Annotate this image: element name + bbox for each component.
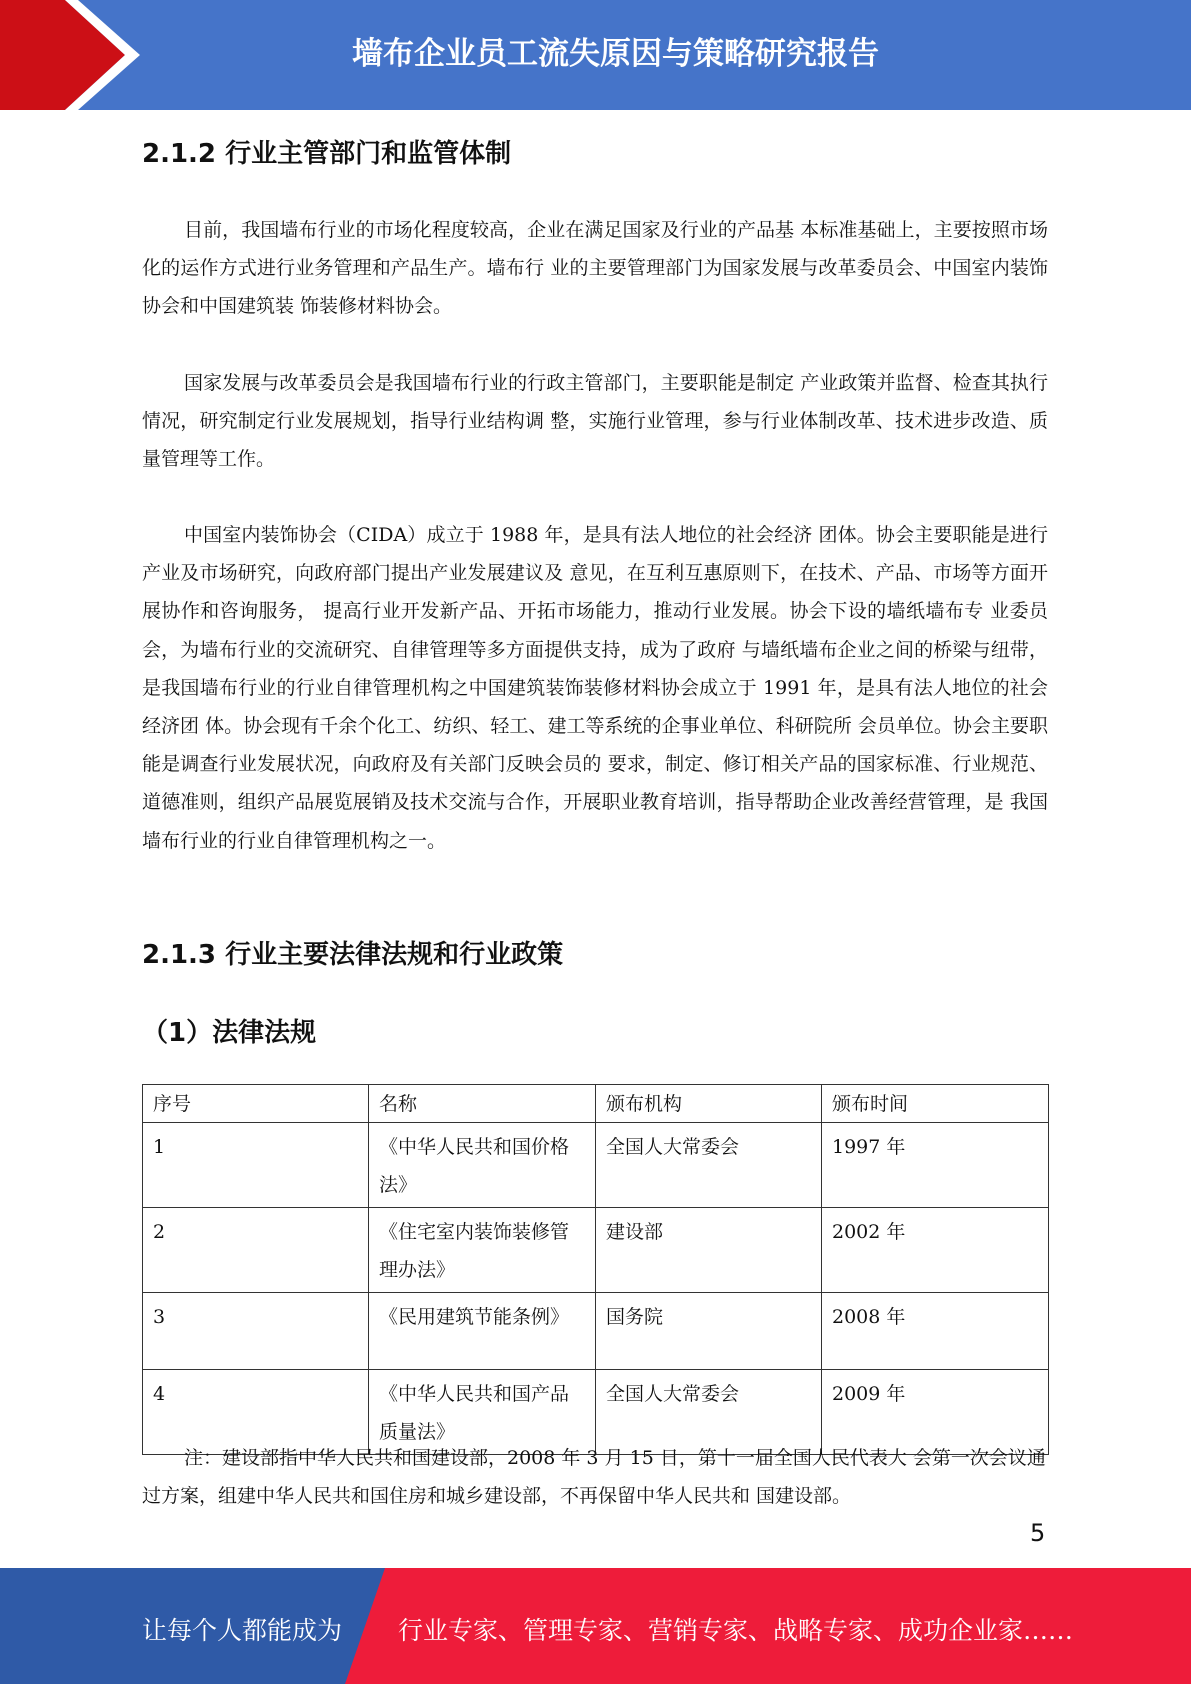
- table-row: [143, 1208, 1049, 1293]
- table-header-row: [143, 1085, 1049, 1123]
- table-cell: 国务院: [596, 1293, 822, 1370]
- table-cell: 《中华人民共和国产品质量法》: [369, 1370, 596, 1455]
- table-cell: 全国人大常委会: [596, 1123, 822, 1208]
- table-cell: 2002 年: [822, 1208, 1049, 1293]
- subsection-heading-laws: （1）法律法规: [142, 1018, 317, 1048]
- column-header: 名称: [369, 1085, 596, 1123]
- section-heading-2-1-3: 2.1.3 行业主要法律法规和行业政策: [142, 940, 564, 970]
- footer-slogan-left: 让每个人都能成为: [142, 1616, 343, 1645]
- footer-slogan-right: 行业专家、管理专家、营销专家、战略专家、成功企业家……: [398, 1616, 1074, 1645]
- table-cell: 2009 年: [822, 1370, 1049, 1455]
- table-note: 注：建设部指中华人民共和国建设部，2008 年 3 月 15 日，第十一届全国人民代表大 会第一次会议通过方案，组建中华人民共和国住房和城乡建设部，不再保留中华人民共和 国建设部。: [142, 1447, 1046, 1507]
- section-heading-2-1-2: 2.1.2 行业主管部门和监管体制: [142, 139, 512, 169]
- table-cell: 2008 年: [822, 1293, 1049, 1370]
- column-header: 颁布机构: [596, 1085, 822, 1123]
- column-header: 颁布时间: [822, 1085, 1049, 1123]
- column-header: 序号: [143, 1085, 369, 1123]
- table-cell: 《住宅室内装饰装修管理办法》: [369, 1208, 596, 1293]
- laws-table: [142, 1084, 1049, 1455]
- report-title: 墙布企业员工流失原因与策略研究报告: [352, 36, 879, 72]
- table-row: [143, 1293, 1049, 1370]
- table-cell: 2: [143, 1208, 369, 1293]
- paragraph-1: 目前，我国墙布行业的市场化程度较高，企业在满足国家及行业的产品基 本标准基础上，主要按照市场化的运作方式进行业务管理和产品生产。墙布行 业的主要管理部门为国家发展与改革委员会、中国室内装饰协会和中国建筑装 饰装修材料协会。: [142, 219, 1048, 318]
- table-row: [143, 1123, 1049, 1208]
- table-cell: 《中华人民共和国价格法》: [369, 1123, 596, 1208]
- table-cell: 1: [143, 1123, 369, 1208]
- table-cell: 4: [143, 1370, 369, 1455]
- table-cell: 3: [143, 1293, 369, 1370]
- table-cell: 《民用建筑节能条例》: [369, 1293, 596, 1370]
- table-cell: 建设部: [596, 1208, 822, 1293]
- page-number: 5: [1030, 1519, 1046, 1547]
- table-cell: 1997 年: [822, 1123, 1049, 1208]
- paragraph-3: 中国室内装饰协会（CIDA）成立于 1988 年，是具有法人地位的社会经济 团体。协会主要职能是进行产业及市场研究，向政府部门提出产业发展建议及 意见，在互利互惠原则下，在技术、产品、市场等方面开展协作和咨询服务， 提高行业开发新产品、开拓市场能力，推动行业发展。协会下设的墙纸墙布专 业委员会，为墙布行业的交流研究、自律管理等多方面提供支持，成为了政府 与墙纸墙布企业之间的桥梁与纽带，是我国墙布行业的行业自律管理机构之中国建筑装饰装修材料协会成立于 1991 年，是具有法人地位的社会经济团 体。协会现有千余个化工、纺织、轻工、建工等系统的企事业单位、科研院所 会员单位。协会主要职能是调查行业发展状况，向政府及有关部门反映会员的 要求，制定、修订相关产品的国家标准、行业规范、道德准则，组织产品展览展销及技术交流与合作，开展职业教育培训，指导帮助企业改善经营管理，是 我国墙布行业的行业自律管理机构之一。: [142, 524, 1048, 852]
- paragraph-2: 国家发展与改革委员会是我国墙布行业的行政主管部门，主要职能是制定 产业政策并监督、检查其执行情况，研究制定行业发展规划，指导行业结构调 整，实施行业管理，参与行业体制改革、技术进步改造、质量管理等工作。: [142, 372, 1048, 471]
- header-bar: [0, 0, 1191, 110]
- table-cell: 全国人大常委会: [596, 1370, 822, 1455]
